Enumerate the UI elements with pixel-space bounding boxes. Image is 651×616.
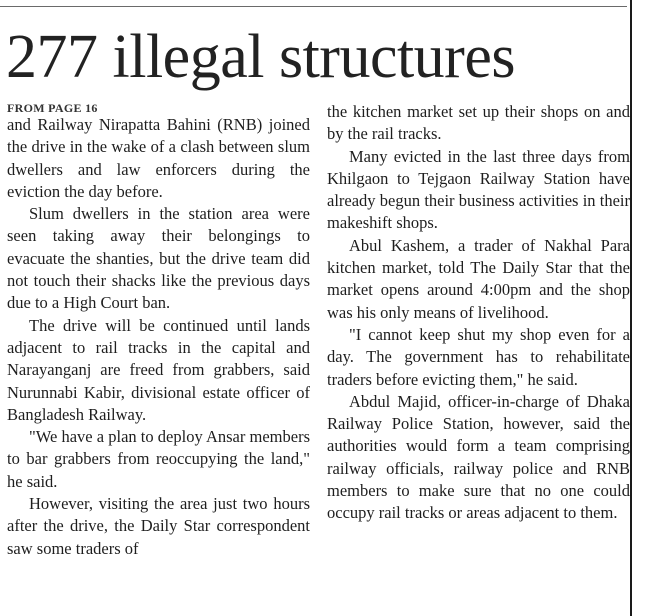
- paragraph: the kitchen market set up their shops on and by the rail tracks.: [327, 102, 630, 144]
- paragraph: Many evicted in the last three days from Khilgaon to Tejgaon Railway Station have already begun their business activities in their makeshift shops.: [327, 146, 630, 233]
- paragraph: Abdul Majid, officer-in-charge of Dhaka Railway Police Station, however, said the authorities would form a team comprising railway officials, railway police and RNB members to make sure that no one could occupy rail tracks or areas adjacent to them.: [327, 391, 630, 523]
- paragraph: The drive will be continued until lands adjacent to rail tracks in the capital and Narayanganj are freed from grabbers, said Nurunnabi Kabir, divisional estate officer of Bangladesh Railway.: [7, 315, 310, 424]
- paragraph: and Railway Nirapatta Bahini (RNB) joined the drive in the wake of a clash between slum dwellers and law enforcers during the eviction the day before.: [7, 115, 310, 201]
- right-border-rule: [630, 0, 632, 616]
- article-column-right: [327, 99, 630, 525]
- headline: 277 illegal structures: [6, 23, 515, 91]
- continuation-kicker: FROM PAGE 16: [7, 101, 98, 115]
- paragraph: "I cannot keep shut my shop even for a day. The government has to rehabilitate traders before evicting them," he said.: [327, 324, 630, 389]
- paragraph: "We have a plan to deploy Ansar members to bar grabbers from reoccupying the land," he said.: [7, 427, 310, 491]
- paragraph: Abul Kashem, a trader of Nakhal Para kitchen market, told The Daily Star that the market opens around 4:00pm and the shop was his only means of livelihood.: [327, 235, 630, 322]
- paragraph: However, visiting the area just two hours after the drive, the Daily Star correspondent saw some traders of: [7, 494, 310, 558]
- article-column-left: [7, 99, 310, 560]
- paragraph: Slum dwellers in the station area were seen taking away their belongings to evacuate the shanties, but the drive team did not touch their shacks like the previous days due to a High Court ban.: [7, 204, 310, 313]
- top-divider-rule: [0, 6, 627, 7]
